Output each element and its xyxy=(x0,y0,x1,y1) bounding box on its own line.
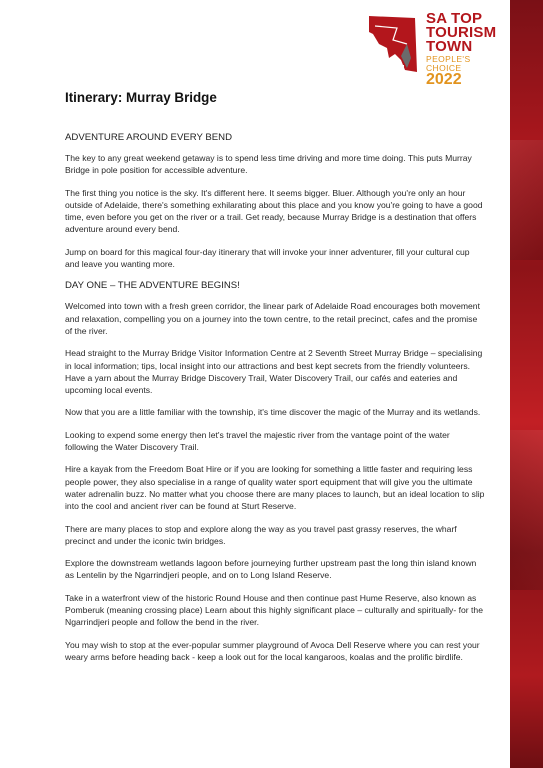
body-paragraph: Explore the downstream wetlands lagoon before journeying further upstream past the long thin island known as Lentelin by the Ngarrindjeri people, and on to Long Island Reserve. xyxy=(65,558,477,581)
document-content xyxy=(65,90,485,673)
body-paragraph: Take in a waterfront view of the historic Round House and then continue past Hume Reserve, also known as Pomberuk (meaning crossing place) Learn about this highly significant place – culturally and spiritually- for the Ngarrindjeri people and follow the bend in the river. xyxy=(65,592,483,628)
page-title: Itinerary: Murray Bridge xyxy=(65,90,217,105)
logo-line-1: SA TOP xyxy=(426,10,483,27)
body-paragraph: The key to any great weekend getaway is to spend less time driving and more time doing. This puts Murray Bridge in pole position for accessible adventure. xyxy=(65,153,472,176)
body-paragraph: Jump on board for this magical four-day itinerary that will invoke your inner adventurer, fill your cultural cup and leave you wanting more. xyxy=(65,246,470,270)
logo-line-2: TOURISM xyxy=(426,24,497,41)
body-paragraph: Welcomed into town with a fresh green corridor, the linear park of Adelaide Road encourages both movement and relaxation, compelling you on a journey into the town centre, to the retail precinct, cafes and the promise of the river. xyxy=(65,301,480,336)
body-paragraph: The first thing you notice is the sky. It's different here. It seems bigger. Bluer. Although you're only an hour outside of Adelaide, there's something exhilarating about this place and you know you're going to have a good time, even before you get on the river or a trail. Get ready, because Murray Bridge is a destination that offers adventure around every bend. xyxy=(65,187,483,235)
logo-year: 2022 xyxy=(426,71,462,88)
section-heading: ADVENTURE AROUND EVERY BEND xyxy=(65,132,233,143)
body-paragraph: Head straight to the Murray Bridge Visitor Information Centre at 2 Seventh Street Murray Bridge – specialising in local information; tips, local insight into our attractions and best kept secrets from the friendly volunteers. Have a yarn about the Murray Bridge Discovery Trail, Water Discovery Trail, our cafés and eateries and upcoming local events. xyxy=(65,348,483,396)
body-paragraph: Now that you are a little familiar with the township, it's time discover the magic of the Murray and its wetlands. xyxy=(65,407,481,418)
logo-subtitle: PEOPLE'S CHOICE xyxy=(426,54,471,73)
sa-top-tourism-town-logo xyxy=(367,10,507,88)
svg-text:4: 4 xyxy=(398,62,406,76)
band-facet xyxy=(510,430,543,590)
body-paragraph: There are many places to stop and explore along the way as you travel past grassy reserves, the wharf precinct and under the iconic twin bridges. xyxy=(65,523,457,546)
logo-line-3: TOWN xyxy=(426,38,473,55)
band-facet xyxy=(510,140,543,260)
south-australia-map-icon xyxy=(367,14,425,76)
body-paragraph: Hire a kayak from the Freedom Boat Hire or if you are looking for something a little faster and requiring less people power, they also specialise in a range of quality water sport equipment that will give you the ultimate water adrenalin buzz. No matter what you choose there are many places to launch, but an ideal location to slip into the cool and ancient river can be found at Sturt Reserve. xyxy=(65,464,485,512)
body-paragraph: Looking to expend some energy then let's travel the majestic river from the vantage point of the water following the Water Discovery Trail. xyxy=(65,429,450,453)
section-heading: DAY ONE – THE ADVENTURE BEGINS! xyxy=(65,280,240,292)
body-paragraph: You may wish to stop at the ever-popular summer playground of Avoca Dell Reserve where you can rest your weary arms before heading back - keep a look out for the local kangaroos, koalas and the prolific birdlife. xyxy=(65,639,480,662)
decorative-side-band xyxy=(510,0,543,768)
